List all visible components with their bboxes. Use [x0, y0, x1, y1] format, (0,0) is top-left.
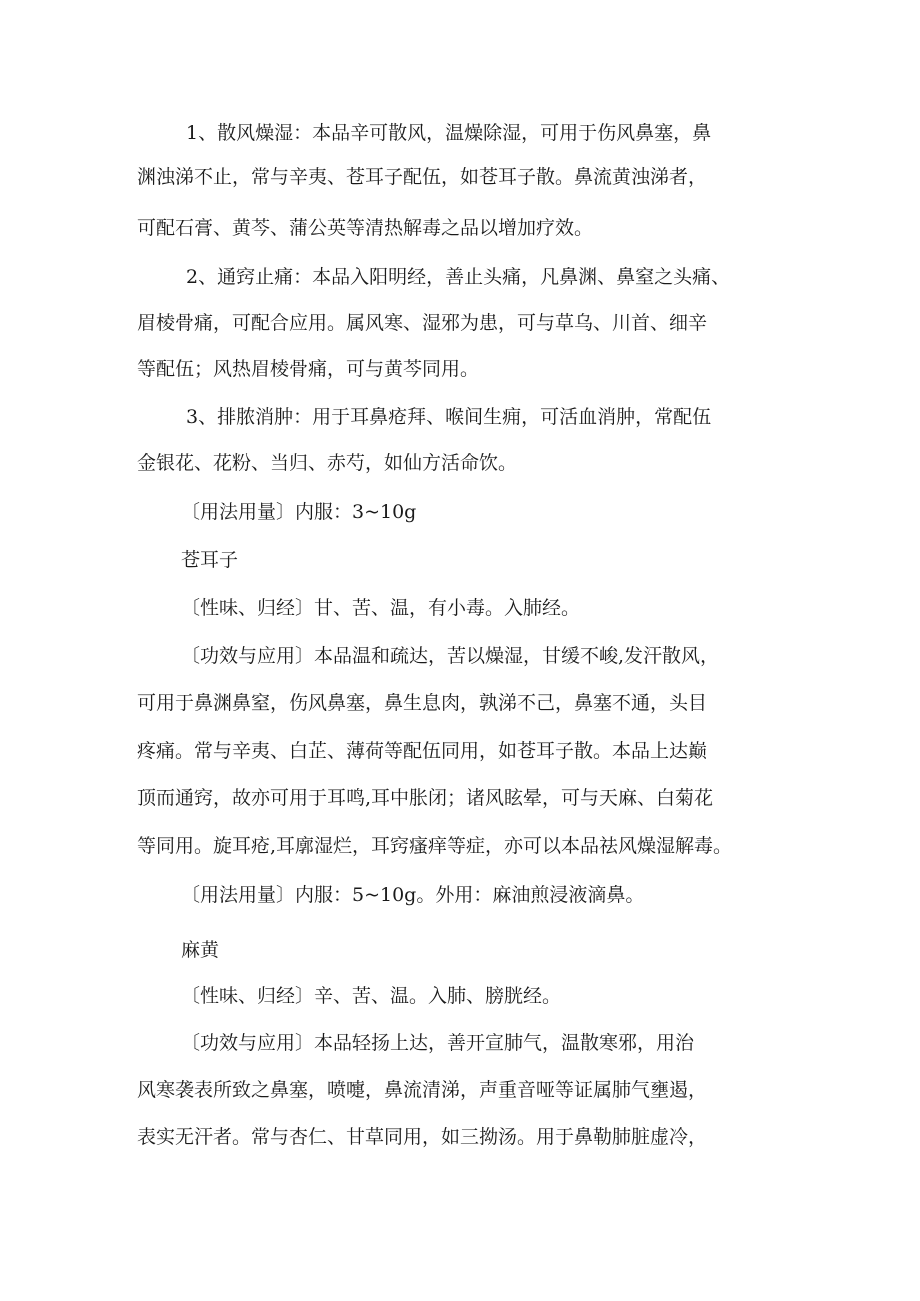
section-heading: 苍耳子: [181, 549, 239, 571]
text-line: 金银花、花粉、当归、赤芍，如仙方活命饮。: [137, 452, 518, 474]
text-line: 眉棱骨痛，可配合应用。属风寒、湿邪为患，可与草乌、川首、细辛: [137, 312, 708, 334]
text-line: 可配石膏、黄芩、蒲公英等清热解毒之品以增加疗效。: [137, 217, 594, 239]
dosage-line: 〔用法用量〕内服：5~10g。外用：麻油煎浸液滴鼻。: [181, 884, 645, 906]
text-line: 渊浊涕不止，常与辛夷、苍耳子配伍，如苍耳子散。鼻流黄浊涕者，: [137, 166, 708, 188]
text-line: 〔功效与应用〕本品温和疏达，苦以燥湿，甘缓不峻,发汗散风，: [181, 645, 720, 667]
text-line: 疼痛。常与辛夷、白芷、薄荷等配伍同用，如苍耳子散。本品上达巅: [137, 740, 708, 762]
text-line: 3、排脓消肿：用于耳鼻疮拜、喉间生痈，可活血消肿，常配伍: [186, 406, 712, 428]
dosage-line: 〔用法用量〕内服：3~10g: [181, 501, 417, 523]
text-line: 表实无汗者。常与杏仁、甘草同用，如三拗汤。用于鼻勒肺脏虚冷，: [137, 1126, 708, 1148]
text-line: 顶而通窍，故亦可用于耳鸣,耳中胀闭；诸风眩晕，可与天麻、白菊花: [137, 787, 714, 809]
text-line: 可用于鼻渊鼻窒，伤风鼻塞，鼻生息肉，孰涕不己，鼻塞不通，头目: [137, 692, 708, 714]
text-line: 风寒袭表所致之鼻塞，喷嚏，鼻流清涕，声重音哑等证属肺气壅遏，: [137, 1079, 708, 1101]
text-line: 1、散风燥湿：本品辛可散风，温燥除湿，可用于伤风鼻塞，鼻: [186, 122, 712, 144]
text-line: 〔功效与应用〕本品轻扬上达，善开宣肺气，温散寒邪，用治: [181, 1032, 695, 1054]
text-line: 等同用。旋耳疮,耳廓湿烂，耳窍瘙痒等症，亦可以本品祛风燥湿解毒。: [137, 835, 733, 857]
text-line: 等配伍；风热眉棱骨痛，可与黄芩同用。: [137, 358, 480, 380]
section-heading: 麻黄: [181, 939, 220, 961]
text-line: 2、通窍止痛：本品入阳明经，善止头痛，凡鼻渊、鼻窒之头痛、: [186, 266, 731, 288]
text-line: 〔性味、归经〕辛、苦、温。入肺、膀胱经。: [181, 985, 562, 1007]
text-line: 〔性味、归经〕甘、苦、温，有小毒。入肺经。: [181, 597, 581, 619]
